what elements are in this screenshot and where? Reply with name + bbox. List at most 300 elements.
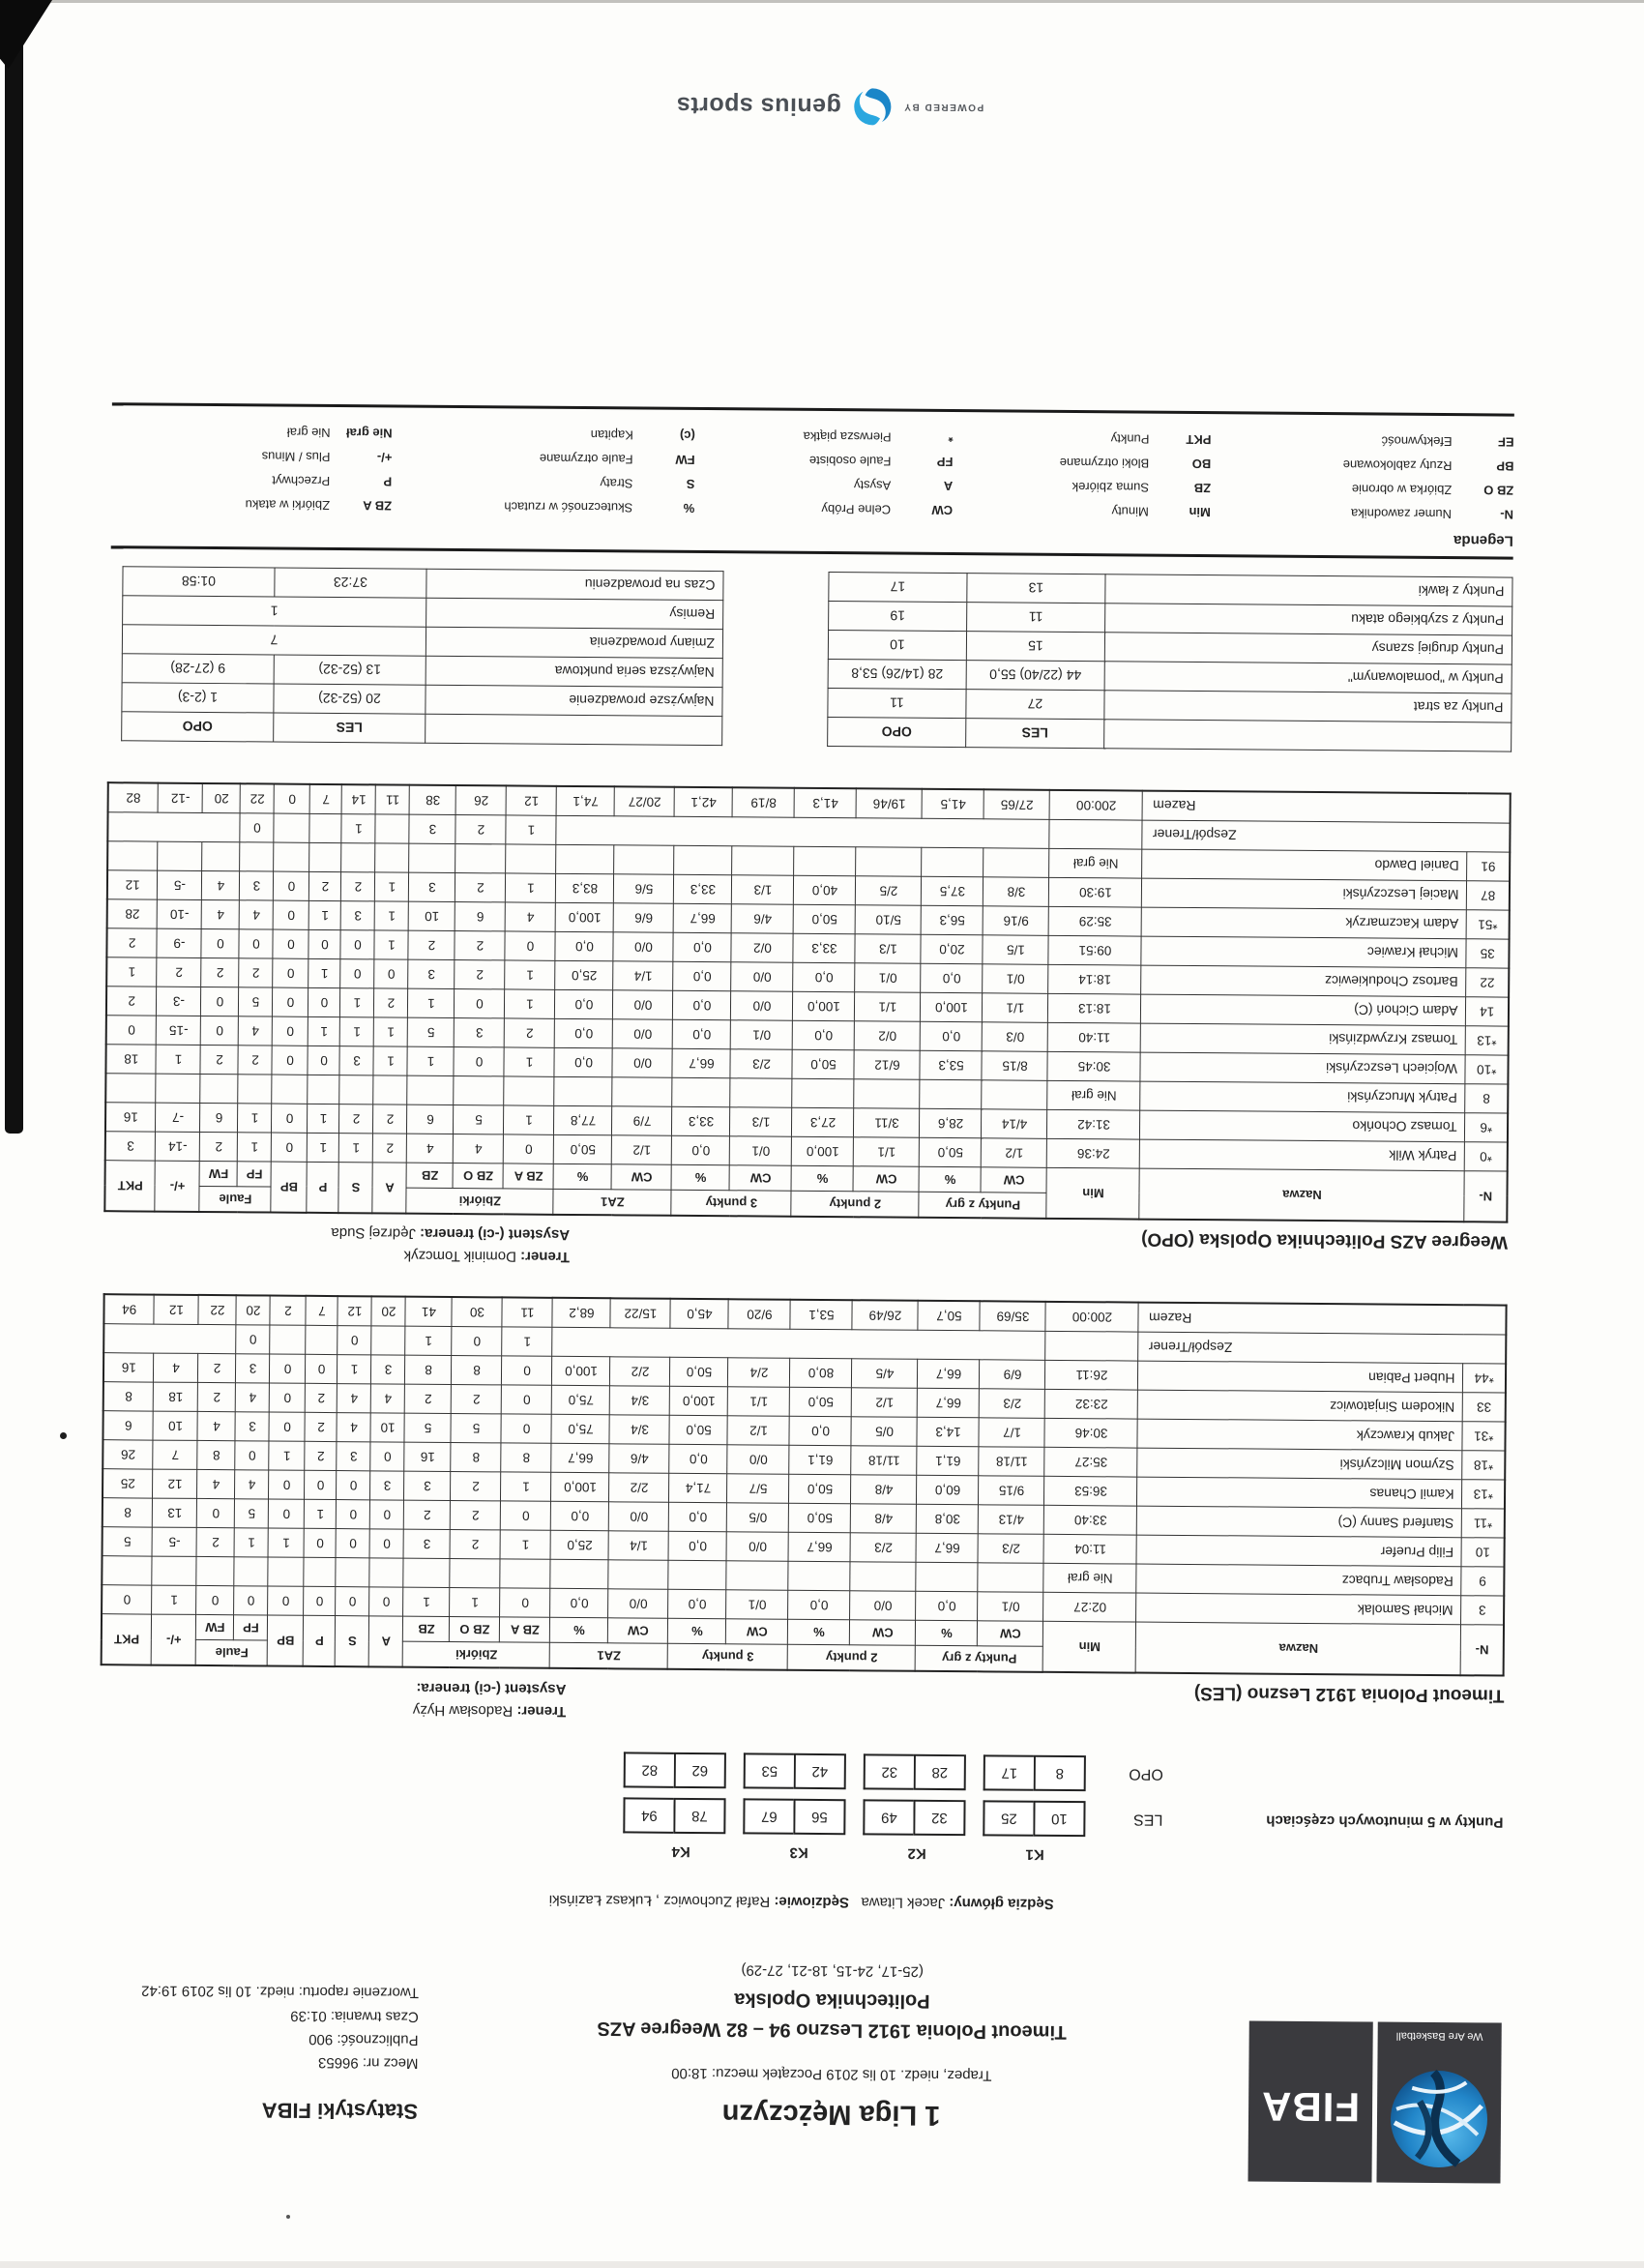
stat-cell: -9	[157, 928, 201, 957]
summary-label: Punkty w "pomalowanym"	[1104, 662, 1512, 693]
stat-cell: 11:04	[1043, 1535, 1136, 1565]
col-header: %	[671, 1164, 729, 1190]
total-cell: 20	[203, 783, 241, 813]
stat-cell: 0,0	[789, 1417, 851, 1447]
spacer	[1085, 1855, 1162, 1856]
stat-cell: 5	[102, 1527, 152, 1556]
empty-cell	[726, 1561, 788, 1591]
legend-item	[393, 421, 695, 447]
legend-item	[694, 496, 953, 522]
legend-description: Pierwsza piątka	[803, 425, 891, 450]
stat-cell: 0,0	[555, 989, 613, 1018]
stat-cell: 25,0	[550, 1531, 608, 1560]
stat-cell: 4	[240, 900, 274, 929]
score-pair	[743, 1798, 845, 1835]
summary-les-value: 37:23	[275, 568, 426, 598]
quarter-points-label: Punkty w 5 minutowych częściach	[1162, 1811, 1503, 1831]
summary-les-value: 20 (52-32)	[274, 684, 426, 714]
stat-cell: 56,3	[922, 905, 983, 935]
report-timestamp: Tworzenie raportu: niedz. 10 lis 2019 19:42	[100, 1978, 419, 2004]
empty-cell	[200, 1074, 238, 1103]
player-number: *0	[1465, 1142, 1508, 1171]
stat-cell: 33,3	[672, 1106, 730, 1135]
total-cell: 53,1	[790, 1300, 852, 1330]
legend-abbr: S	[632, 471, 694, 496]
stat-cell: 0/0	[609, 1502, 669, 1531]
total-cell: 20	[236, 1296, 270, 1326]
empty-cell	[608, 1560, 668, 1589]
summary-header-row	[122, 712, 722, 746]
stat-cell: 6	[455, 902, 506, 931]
col-header: CW	[608, 1618, 668, 1643]
stat-cell: 7/9	[612, 1106, 672, 1135]
stat-cell: 9/15	[979, 1476, 1044, 1506]
stat-cell: 0/1	[731, 1020, 793, 1050]
summary-row	[828, 631, 1512, 665]
player-name: Stanferd Sanny (C)	[1137, 1507, 1462, 1539]
stat-cell: 1/2	[612, 1135, 672, 1164]
empty-cell	[506, 844, 556, 873]
stat-cell: 0	[340, 959, 374, 988]
total-cell: 8/19	[733, 787, 795, 817]
empty-cell	[240, 842, 274, 871]
stat-cell: 25,0	[555, 960, 613, 989]
empty-cell	[788, 1562, 850, 1592]
attendance: Publiczność: 900	[100, 2025, 419, 2051]
legend-description: Faule osobiste	[809, 449, 892, 474]
score-boxes	[623, 1797, 1085, 1837]
stat-cell: 2/5	[856, 876, 922, 906]
fiba-wordmark: FIBA	[1248, 2082, 1372, 2130]
fiba-globe-box	[1376, 2022, 1501, 2184]
stat-cell: 10	[153, 1412, 197, 1441]
officials-line	[101, 1888, 1503, 1915]
stat-cell: 3/8	[983, 877, 1049, 907]
stat-cell: 0	[336, 1587, 369, 1616]
stat-cell: 4	[197, 1470, 235, 1499]
legend-abbr: BP	[1452, 454, 1513, 479]
stat-cell: 30:46	[1044, 1419, 1137, 1449]
col-header: %	[788, 1620, 850, 1646]
legend-item	[111, 491, 392, 517]
stat-cell: 11/18	[979, 1447, 1044, 1477]
stat-cell: 0,0	[669, 1445, 727, 1474]
stat-cell: 80,0	[790, 1359, 852, 1389]
legend-block	[111, 419, 1514, 548]
stat-cell: 4/6	[609, 1444, 669, 1473]
team-code-header: OPO	[828, 718, 966, 748]
stat-cell: 23:32	[1045, 1390, 1138, 1420]
stat-cell: 1	[504, 1105, 554, 1134]
col-header: CW	[853, 1166, 919, 1193]
total-cell: 11	[376, 784, 410, 814]
stat-cell: 0	[270, 1355, 306, 1384]
total-cell: 11	[502, 1298, 552, 1328]
stat-cell: 8	[451, 1443, 501, 1472]
legend-item	[695, 424, 954, 450]
total-cell: 19/46	[857, 788, 923, 818]
player-name: Tomasz Krzywdziński	[1141, 1023, 1466, 1055]
summary-merged-value: 7	[122, 625, 426, 656]
total-cell: 12	[154, 1295, 198, 1325]
stat-cell	[306, 1326, 338, 1355]
stat-cell: 1	[238, 1133, 272, 1162]
stat-cell: 1	[504, 1047, 554, 1076]
stat-cell: 16	[103, 1353, 154, 1382]
stat-cell: 1	[501, 1472, 551, 1501]
stat-cell: 50,0	[789, 1504, 851, 1534]
col-header: Punkty z gry	[916, 1646, 1043, 1673]
spacer-header	[426, 714, 722, 745]
fiba-tagline: We Are Basketball	[1378, 2030, 1502, 2043]
stat-cell: 3/11	[854, 1108, 920, 1138]
stat-cell: 66,7	[916, 1534, 978, 1564]
stat-cell: 4/14	[982, 1109, 1047, 1139]
stat-cell: 0	[500, 1588, 550, 1617]
powered-by-label: POWERED BY	[903, 102, 983, 113]
stat-cell: 2/3	[730, 1049, 792, 1079]
col-header: ZA1	[553, 1189, 671, 1215]
summary-row	[123, 596, 723, 630]
globe-icon	[1376, 2057, 1501, 2184]
col-header: Punkty z gry	[919, 1192, 1046, 1219]
summary-label: Punkty drugiej szansy	[1104, 633, 1512, 664]
empty-cell	[792, 1078, 854, 1108]
stat-cell: 0	[369, 1587, 403, 1616]
stat-cell: 4/8	[851, 1504, 917, 1534]
stat-cell: 0/0	[850, 1591, 916, 1621]
stat-cell: 2	[405, 1385, 452, 1414]
legend-abbr: FW	[633, 447, 695, 472]
empty-cell	[103, 1324, 236, 1354]
col-header: P	[304, 1616, 336, 1667]
empty-cell	[730, 1078, 792, 1108]
coach-block-opo	[214, 1221, 570, 1268]
stat-cell: 4	[235, 1470, 269, 1499]
total-cell: 7	[306, 1296, 338, 1326]
stat-cell: 5/7	[727, 1474, 789, 1504]
stat-cell	[309, 813, 341, 842]
score-pair	[623, 1797, 725, 1834]
player-name: Szymon Milczyński	[1137, 1449, 1462, 1481]
stat-cell: 0	[505, 931, 555, 960]
stat-cell: 0,0	[673, 990, 731, 1019]
col-header: 2 punkty	[788, 1645, 916, 1672]
stat-cell: 3	[404, 1472, 451, 1501]
stat-cell: 6/9	[980, 1360, 1045, 1390]
summary-tables	[109, 566, 1512, 751]
player-name: Daniel Dawdo	[1142, 849, 1467, 881]
empty-cell	[916, 1563, 978, 1593]
spacer-header	[1104, 720, 1512, 751]
stat-cell: 3	[371, 1355, 405, 1384]
stat-cell: 0,0	[921, 963, 983, 993]
stat-cell: 0/0	[727, 1445, 789, 1475]
score-boxes	[624, 1752, 1086, 1791]
stat-cell: 2	[201, 957, 239, 987]
stat-cell: 100,0	[792, 1136, 854, 1166]
stat-cell: 0,0	[555, 1018, 613, 1047]
total-cell: 82	[108, 782, 159, 812]
stat-cell: 0,0	[551, 1502, 609, 1531]
player-name: Adam Kaczmarzyk	[1142, 907, 1467, 939]
col-header: Min	[1046, 1167, 1139, 1219]
empty-cell	[854, 1079, 920, 1109]
stat-cell: 13	[153, 1499, 197, 1528]
stat-cell: 4	[337, 1413, 370, 1442]
stat-cell: 66,7	[918, 1389, 980, 1419]
legend-description: Suma zbiórek	[1072, 475, 1149, 500]
player-number: *13	[1462, 1480, 1505, 1509]
score-box: 49	[863, 1799, 913, 1835]
col-header: %	[791, 1165, 853, 1192]
stat-cell: 4/8	[851, 1475, 917, 1505]
team-code-header: LES	[274, 713, 426, 743]
empty-cell	[102, 1556, 152, 1585]
stat-cell: 0/1	[983, 964, 1048, 994]
legend-item	[1211, 476, 1513, 502]
empty-cell	[152, 1557, 196, 1586]
stat-cell: 09:51	[1048, 935, 1141, 965]
stat-cell: 0/0	[613, 1019, 673, 1048]
stat-cell: 4	[407, 1134, 454, 1163]
total-cell: 50,7	[918, 1301, 980, 1331]
quarter-label: K1	[984, 1845, 1085, 1863]
stat-cell: 6	[103, 1411, 153, 1440]
col-header: A	[372, 1163, 406, 1214]
summary-table-points	[827, 572, 1512, 752]
score-box: 62	[674, 1753, 726, 1788]
stat-cell: 5	[408, 1017, 455, 1046]
summary-merged-value: 1	[123, 596, 426, 627]
score-pair	[863, 1799, 965, 1836]
stat-cell: 1	[309, 900, 341, 929]
match-header	[418, 1959, 1247, 2182]
summary-label: Czas na prowadzeniu	[426, 569, 723, 600]
quarter-labels	[631, 1842, 1085, 1863]
stat-cell: 71,4	[669, 1474, 727, 1503]
stat-cell: 2	[451, 1501, 501, 1530]
empty-cell	[983, 848, 1049, 878]
stat-cell: 0/1	[978, 1592, 1043, 1622]
total-cell: 20/27	[615, 786, 675, 816]
coach-name: Dominik Tomczyk	[403, 1248, 516, 1265]
stat-cell: 5/6	[614, 874, 674, 903]
stat-cell: 3	[339, 1046, 373, 1075]
stat-cell: 8	[405, 1356, 452, 1385]
stat-cell: 4	[202, 870, 240, 899]
legend-item	[392, 469, 694, 495]
stat-cell: 0	[273, 958, 308, 987]
summary-label: Punkty za strat	[1104, 691, 1512, 722]
empty-cell	[407, 1075, 454, 1105]
stat-cell: 6/12	[854, 1050, 920, 1080]
stat-cell: 50,0	[790, 1388, 852, 1418]
total-cell: 12	[507, 785, 557, 815]
stat-cell: 100,0	[921, 992, 983, 1022]
stat-cell: 1/3	[855, 934, 921, 964]
stat-cell: 0	[369, 1529, 403, 1558]
stat-cell: 0	[306, 1355, 338, 1384]
stat-cell: 1	[156, 1045, 200, 1074]
col-header: CW	[982, 1167, 1047, 1193]
stat-cell: 3	[409, 814, 455, 843]
total-cell: 26/49	[852, 1301, 918, 1331]
stat-cell: 6/6	[614, 903, 674, 932]
stat-cell: 0	[106, 1016, 157, 1045]
total-cell: 30	[452, 1298, 502, 1328]
box-score-table-opo	[103, 781, 1511, 1222]
stat-cell: 3	[409, 872, 455, 901]
stat-cell: 11:40	[1048, 1022, 1141, 1052]
genius-sports-wordmark: genius sports	[676, 91, 841, 120]
stat-cell: 0	[268, 1587, 304, 1616]
col-header: ZB O	[454, 1163, 504, 1189]
summary-opo-value: 10	[828, 631, 966, 661]
player-name: Tomasz Ochońko	[1140, 1110, 1465, 1142]
team-section-opo	[105, 781, 1512, 1276]
coach-label: Trener:	[520, 1249, 570, 1265]
legend-description: Plus / Minus	[262, 444, 331, 469]
stat-cell: -5	[152, 1528, 196, 1557]
stat-cell: 0	[272, 1046, 308, 1075]
umpires-label: Sędziowie:	[774, 1894, 849, 1911]
stat-cell: 0	[274, 900, 309, 929]
player-name: Nikodem Sinjatowicz	[1138, 1391, 1463, 1423]
total-cell: 41,5	[923, 789, 984, 819]
summary-label: Zmiany prowadzenia	[426, 627, 722, 658]
total-cell: 15/22	[610, 1299, 670, 1329]
team-code-header: OPO	[122, 712, 274, 742]
stat-cell: 18:13	[1048, 993, 1141, 1023]
stat-cell: 5	[404, 1414, 451, 1443]
player-number: *6	[1465, 1113, 1508, 1142]
score-box: 8	[1034, 1755, 1086, 1791]
dnp-cell: Nie grał	[1049, 848, 1142, 878]
total-cell: -12	[159, 783, 203, 813]
stat-cell: 5	[235, 1499, 269, 1528]
summary-label: Remisy	[426, 598, 723, 629]
legend-abbr: N-	[1452, 502, 1513, 527]
stat-cell: 18:14	[1048, 964, 1141, 994]
stat-cell: 4	[454, 1134, 504, 1163]
col-header: 2 punkty	[791, 1191, 919, 1218]
scan-top-edge	[0, 0, 1644, 3]
stat-cell: 3/4	[609, 1415, 669, 1444]
empty-cell	[850, 1562, 916, 1592]
stat-cell: 1	[238, 1104, 272, 1133]
stat-cell: 4	[371, 1384, 405, 1413]
legend-item	[695, 448, 954, 474]
stat-cell: 2	[452, 1385, 502, 1414]
stat-cell: 20,0	[921, 934, 983, 964]
scan-left-bar-artifact	[5, 0, 23, 1134]
player-number: *18	[1462, 1451, 1505, 1480]
stat-cell: 50,0	[792, 1049, 854, 1079]
spacer	[1162, 1855, 1503, 1858]
total-cell: 74,1	[557, 786, 615, 816]
summary-row	[122, 654, 722, 688]
stat-cell: 50,0	[669, 1416, 727, 1445]
stat-cell: 0,0	[673, 932, 731, 961]
player-number: *44	[1463, 1364, 1506, 1393]
summary-label: Punkty z szybkiego ataku	[1105, 604, 1512, 635]
col-header: FP	[237, 1162, 271, 1187]
summary-les-value: 44 (22/40) 55,0	[966, 661, 1104, 691]
stat-cell: 1	[505, 989, 555, 1018]
stat-cell: 100,0	[556, 902, 614, 931]
player-number: 33	[1463, 1393, 1506, 1422]
player-number: *11	[1462, 1509, 1505, 1538]
stat-cell: 66,7	[551, 1444, 609, 1473]
stat-cell: 2	[305, 1442, 337, 1471]
stat-cell: 0/0	[731, 991, 793, 1021]
legend-item	[111, 467, 392, 493]
stat-cell: 0	[239, 929, 273, 958]
stat-cell: 100,0	[551, 1473, 609, 1502]
stat-cell: 1	[450, 1588, 500, 1617]
stat-cell: 3	[236, 1354, 270, 1383]
quarter-label: K2	[866, 1844, 967, 1862]
quarter-label: K3	[749, 1843, 849, 1861]
summary-row	[829, 602, 1512, 636]
stat-cell: 77,8	[554, 1105, 612, 1134]
stat-cell: 2	[306, 1384, 338, 1413]
empty-cell	[794, 846, 856, 876]
col-header: ZB	[403, 1617, 450, 1642]
stat-cell: 0/5	[727, 1503, 789, 1533]
stat-cell: 4	[202, 899, 240, 928]
stat-cell: 18	[154, 1383, 198, 1412]
stat-cell: 2/2	[610, 1357, 670, 1386]
stat-cell: 1/1	[728, 1387, 790, 1417]
score-box: 10	[1033, 1801, 1085, 1837]
stat-cell: 0	[504, 1134, 554, 1163]
col-header: %	[919, 1166, 981, 1193]
quarter-scores-line: (25-17, 24-15, 18-21, 27-29)	[419, 1959, 1246, 1983]
col-header: Faule	[196, 1640, 268, 1666]
stats-title: Statystyki FIBA	[99, 2092, 418, 2129]
stat-cell: 2/3	[980, 1389, 1045, 1419]
col-header: FW	[196, 1615, 234, 1640]
legend-abbr: FP	[891, 450, 953, 475]
stat-cell: 2	[339, 1105, 373, 1134]
stat-cell: 60,0	[917, 1476, 979, 1506]
stat-cell: 0	[269, 1413, 305, 1442]
stat-cell: 2	[373, 1134, 407, 1163]
col-header: Nazwa	[1139, 1168, 1464, 1222]
legend-item	[1211, 452, 1513, 478]
stat-cell: 2	[455, 931, 505, 960]
empty-cell	[455, 844, 506, 873]
team-section-les	[102, 1294, 1507, 1730]
empty-cell	[309, 842, 341, 871]
legend-description: Asysty	[854, 473, 891, 497]
assistant-label: Asystent (-ci) trenera:	[416, 1679, 566, 1696]
divider-line-top	[111, 545, 1513, 559]
stat-cell: 0	[370, 1500, 404, 1529]
empty-cell	[1045, 1332, 1138, 1362]
player-number: 14	[1466, 997, 1509, 1026]
stat-cell: 1	[340, 1017, 374, 1046]
stat-cell: 0	[273, 1016, 308, 1046]
stat-cell: 37,5	[922, 876, 983, 906]
empty-cell	[274, 842, 309, 871]
stat-cell	[274, 813, 309, 842]
legend-description: Bloki otrzymane	[1060, 451, 1150, 476]
player-number: 8	[1465, 1084, 1508, 1113]
stat-cell	[270, 1326, 306, 1355]
